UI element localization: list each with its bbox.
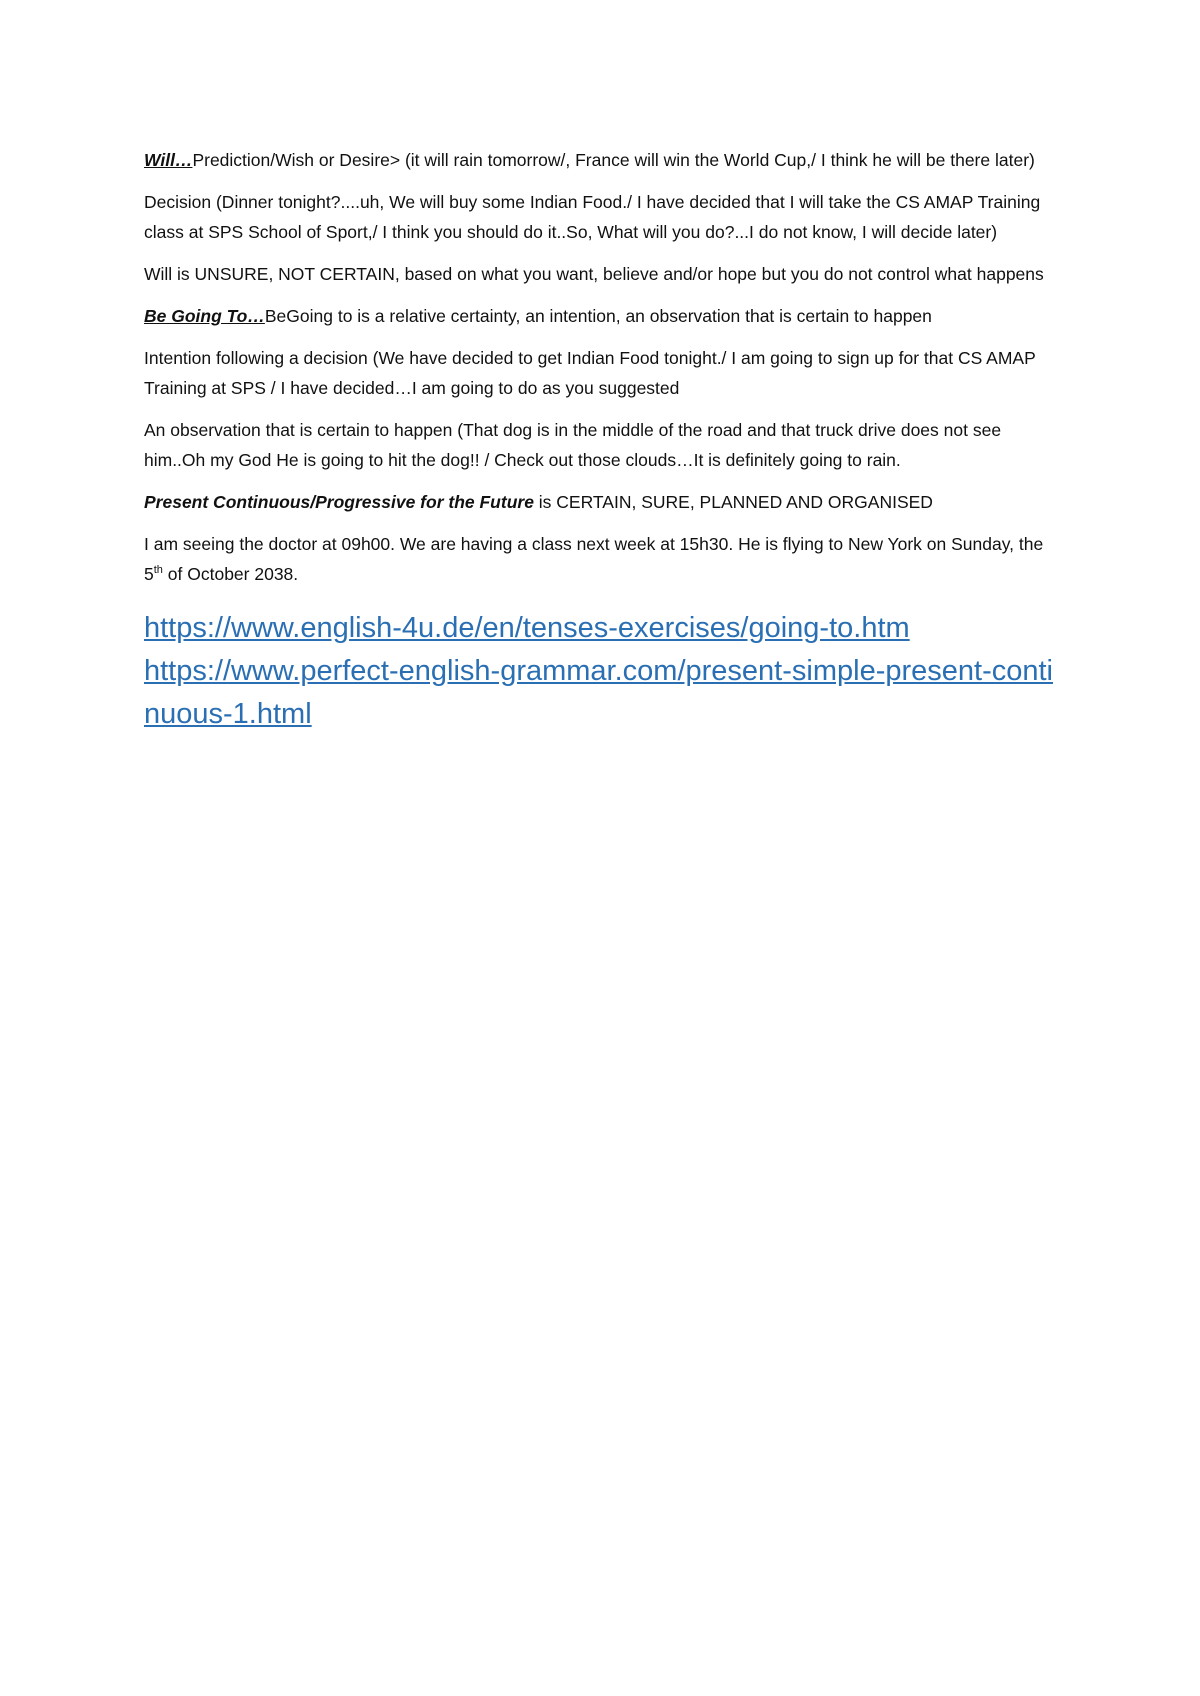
ordinal-suffix: th	[153, 564, 163, 577]
will-paragraph	[144, 145, 1064, 175]
link-english-4u[interactable]: https://www.english-4u.de/en/tenses-exercises/going-to.htm	[144, 612, 910, 644]
examples-paragraph	[144, 529, 1064, 589]
present-continuous-text: is CERTAIN, SURE, PLANNED AND ORGANISED	[533, 492, 933, 512]
will-unsure-paragraph: Will is UNSURE, NOT CERTAIN, based on what you want, believe and/or hope but you do not control what happens	[144, 264, 1044, 284]
observation-paragraph: An observation that is certain to happen (That dog is in the middle of the road and that truck drive does not see him..Oh my God He is going to hit the dog!! / Check out those clouds…It is definitely going to rain.	[144, 420, 1002, 470]
examples-text: I am seeing the doctor at 09h00. We are having a class next week at 15h30. He is flying to New York on Sunday, the 5	[144, 534, 1044, 584]
decision-paragraph: Decision (Dinner tonight?....uh, We will buy some Indian Food./ I have decided that I will take the CS AMAP Training class at SPS School of Sport,/ I think you should do it..So, What will you do?...I do not know, I will decide later)	[144, 192, 1041, 242]
will-heading: Will…	[144, 150, 193, 170]
going-to-text: BeGoing to is a relative certainty, an intention, an observation that is certain to happen	[264, 306, 932, 326]
going-to-paragraph	[144, 301, 1064, 331]
present-continuous-paragraph	[144, 487, 1064, 517]
link-perfect-english-grammar[interactable]: https://www.perfect-english-grammar.com/present-simple-present-continuous-1.html	[144, 655, 1053, 730]
going-to-heading: Be Going To…	[144, 306, 265, 326]
intention-paragraph: Intention following a decision (We have decided to get Indian Food tonight./ I am going to sign up for that CS AMAP Training at SPS / I have decided…I am going to do as you suggested	[144, 348, 1036, 398]
links-block	[144, 607, 1064, 736]
present-continuous-heading: Present Continuous/Progressive for the Future	[144, 492, 534, 512]
will-text: Prediction/Wish or Desire> (it will rain tomorrow/, France will win the World Cup,/ I think he will be there later)	[192, 150, 1035, 170]
examples-text-end: of October 2038.	[162, 564, 299, 584]
document-page	[144, 145, 1064, 736]
